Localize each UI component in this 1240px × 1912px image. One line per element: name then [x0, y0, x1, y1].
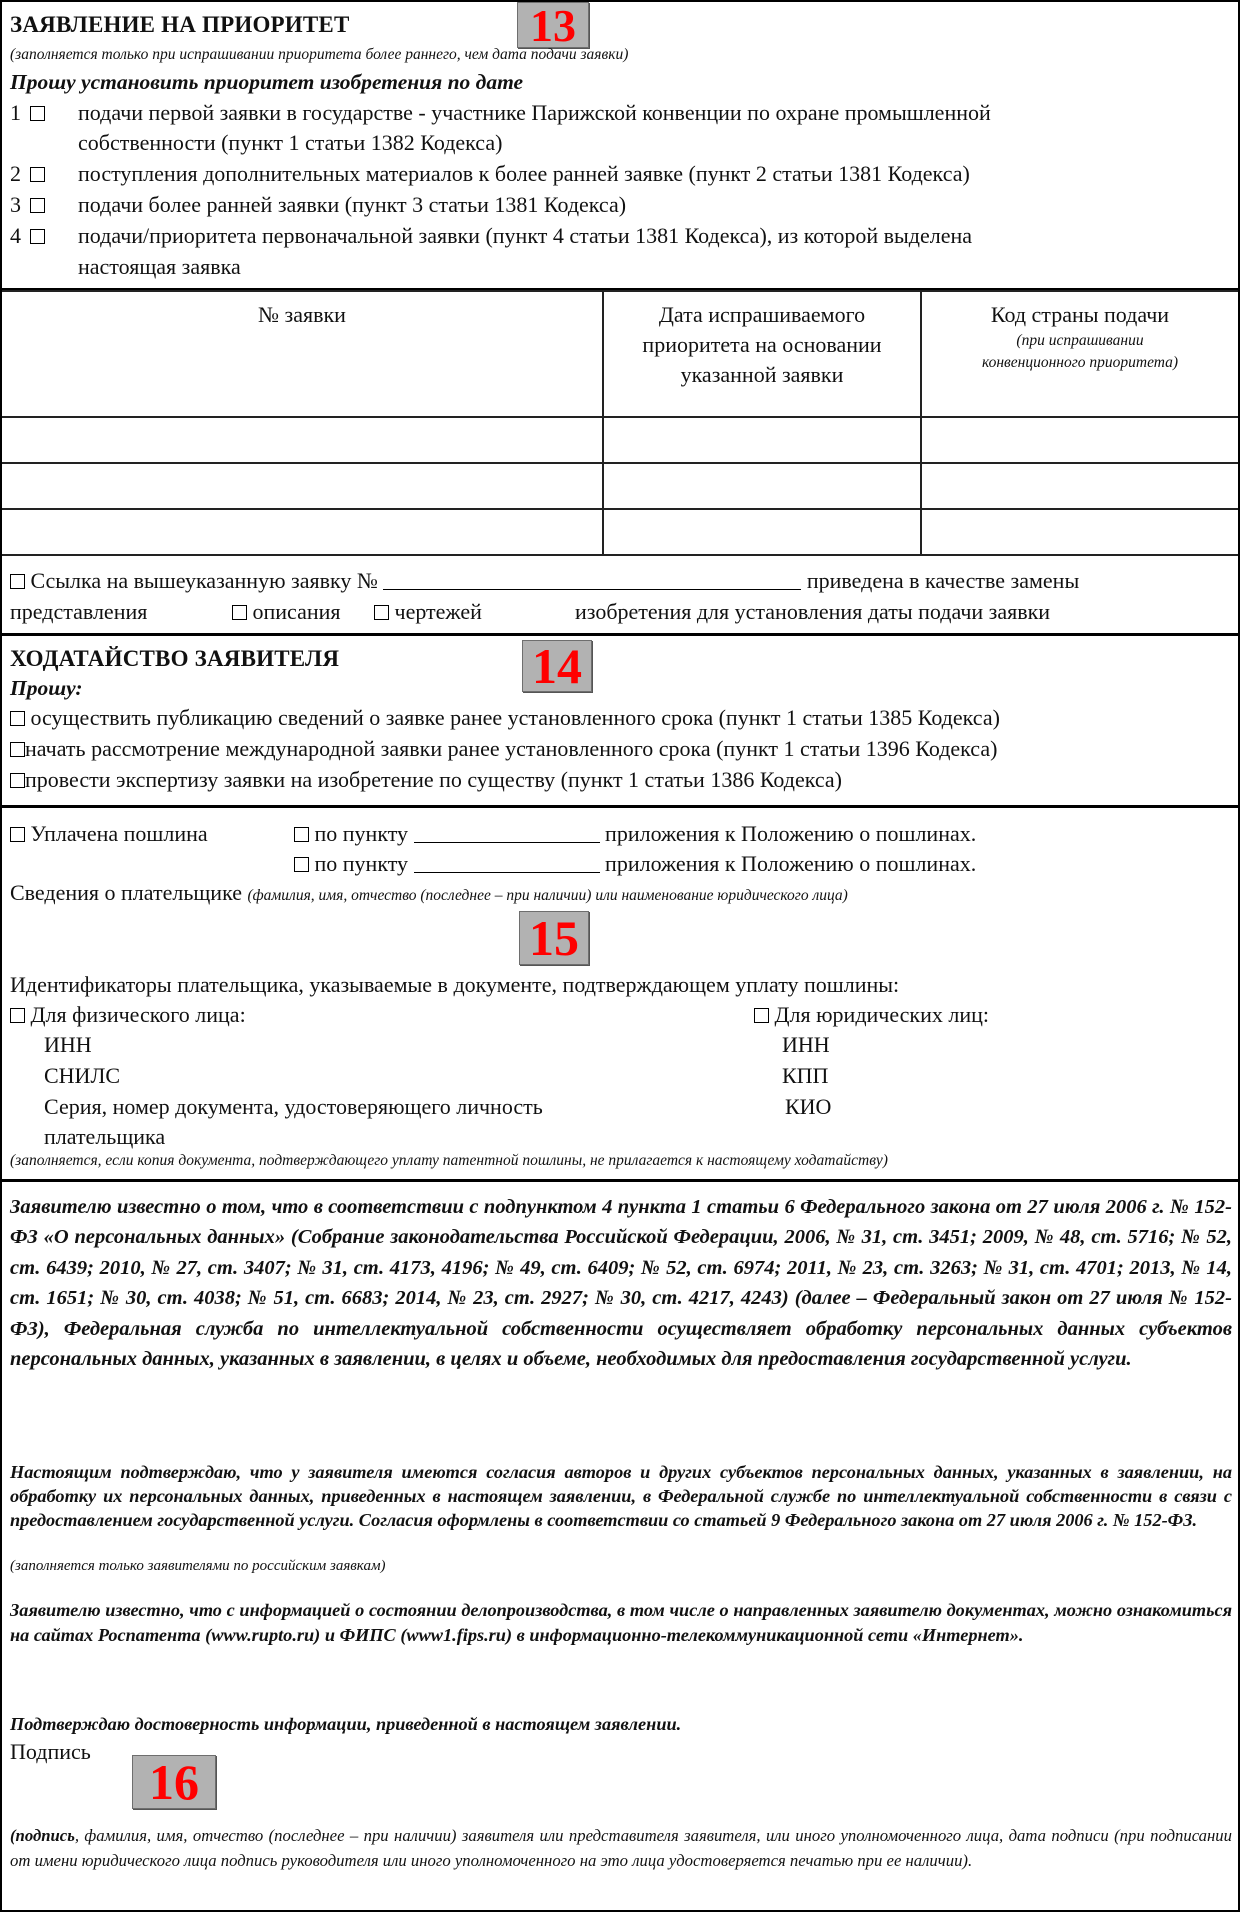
- section-13-request-label: Прошу установить приоритет изобретения по дате: [10, 70, 524, 94]
- individual-option[interactable]: Для физического лица:: [10, 1000, 246, 1030]
- fee-item-2: по пункту приложения к Положению о пошлинах.: [294, 849, 976, 879]
- reference-line-1: Ссылка на вышеуказанную заявку № приведена в качестве замены: [10, 566, 1079, 596]
- drawings-checkbox[interactable]: [374, 605, 389, 620]
- option-number: 1: [10, 100, 21, 125]
- signature-label: Подпись: [10, 1739, 91, 1764]
- legal-option[interactable]: Для юридических лиц:: [754, 1000, 989, 1030]
- section-14-badge: 14: [522, 640, 592, 692]
- cell-priority-date[interactable]: [603, 509, 921, 555]
- section-13-badge: 13: [517, 2, 589, 48]
- priority-option-3-text: подачи более ранней заявки (пункт 3 статьи 1381 Кодекса): [78, 192, 627, 217]
- priority-option-4[interactable]: [10, 221, 45, 251]
- cell-country-code[interactable]: [921, 509, 1238, 555]
- fee-paid-checkbox[interactable]: [10, 827, 25, 842]
- priority-table-wrap: [2, 290, 1238, 558]
- section-priority-statement: [2, 2, 1238, 290]
- checkbox[interactable]: [30, 167, 45, 182]
- priority-table: [2, 290, 1238, 556]
- legal-field-kio: КИО: [785, 1094, 832, 1119]
- fee-item-1: по пункту приложения к Положению о пошлинах.: [294, 819, 976, 849]
- petition-option-2[interactable]: начать рассмотрение международной заявки ранее установленного срока (пункт 1 статьи 1396 Кодекса): [10, 734, 997, 764]
- legal-field-kpp: КПП: [782, 1063, 829, 1088]
- section-13-note: (заполняется только при испрашивании приоритета более раннего, чем дата подачи заявки): [10, 46, 629, 63]
- cell-application-number[interactable]: [2, 417, 603, 463]
- priority-option-4-text-cont: настоящая заявка: [78, 254, 241, 279]
- cell-country-code[interactable]: [921, 463, 1238, 509]
- fee-paid-option[interactable]: Уплачена пошлина: [10, 819, 208, 849]
- signature-area[interactable]: [232, 1738, 1222, 1808]
- reference-line-2-end: изобретения для установления даты подачи заявки: [575, 599, 1051, 624]
- legal-field-inn: ИНН: [782, 1032, 830, 1057]
- cell-priority-date[interactable]: [603, 417, 921, 463]
- payer-info: Сведения о плательщике (фамилия, имя, отчество (последнее – при наличии) или наименование юридического лица): [10, 880, 848, 905]
- petition-option-1[interactable]: осуществить публикацию сведений о заявке ранее установленного срока (пункт 1 статьи 1385 Кодекса): [10, 703, 1000, 733]
- checkbox[interactable]: [10, 742, 25, 757]
- option-number: 3: [10, 192, 21, 217]
- reference-checkbox[interactable]: [10, 574, 25, 589]
- table-row: [2, 463, 1238, 509]
- cell-application-number[interactable]: [2, 509, 603, 555]
- priority-option-1[interactable]: [10, 98, 45, 128]
- individual-field-snils: СНИЛС: [44, 1063, 121, 1088]
- section-fee-payment: [2, 808, 1238, 1182]
- personal-data-paragraph: Заявителю известно о том, что в соответствии с подпунктом 4 пункта 1 статьи 6 Федерального закона от 27 июля 2006 г. № 152-ФЗ «О персональных данных» (Собрание законодательства Российской Федерации, 2006, № 31, ст. 3451; 2009, № 48, ст. 5716; № 52, ст. 6439; 2010, № 27, ст. 3407; № 31, ст. 4173, 4196; № 49, ст. 6409; № 52, ст. 6974; 2011, № 23, ст. 3263; № 31, ст. 4701; 2013, № 14, ст. 1651; № 30, ст. 4038; № 51, ст. 6683; 2014, № 23, ст. 2927; № 30, ст. 4217, 4243) (далее – Федеральный закон от 27 июля № 152-ФЗ), Федеральная служба по интеллектуальной собственности осуществляет обработку персональных данных субъектов персональных данных, указанных в заявлении, в целях и объеме, необходимых для предоставления государственной услуги.: [10, 1196, 1232, 1371]
- individual-field-inn: ИНН: [44, 1032, 92, 1057]
- description-checkbox[interactable]: [232, 605, 247, 620]
- consent-note: (заполняется только заявителями по российским заявкам): [10, 1558, 386, 1574]
- option-description[interactable]: описания: [232, 597, 341, 627]
- section-16-badge: 16: [132, 1755, 216, 1809]
- section-applicant-petition: [2, 636, 1238, 808]
- reference-line-2: представления: [10, 599, 148, 624]
- confirmation-statement: Подтверждаю достоверность информации, приведенной в настоящем заявлении.: [10, 1714, 682, 1734]
- individual-field-id-doc: Серия, номер документа, удостоверяющего личность: [44, 1094, 543, 1119]
- fee-item-1-checkbox[interactable]: [294, 827, 309, 842]
- cell-application-number[interactable]: [2, 463, 603, 509]
- section-14-request-label: Прошу:: [10, 676, 83, 700]
- table-row: [2, 417, 1238, 463]
- individual-checkbox[interactable]: [10, 1008, 25, 1023]
- header-priority-date: Дата испрашиваемого приоритета на основании указанной заявки: [603, 291, 921, 417]
- section-13-title: ЗАЯВЛЕНИЕ НА ПРИОРИТЕТ: [10, 12, 350, 37]
- reference-number-field[interactable]: [383, 569, 801, 590]
- section-personal-data-and-signature: [2, 1182, 1238, 1910]
- signature-footnote: (подпись, фамилия, имя, отчество (последнее – при наличии) заявителя или представителя заявителя, или иного уполномоченного лица, дата подписи (при подписании от имени юридического лица подпись руководителя или иного уполномоченного на это лица удостоверяется печатью при ее наличии).: [10, 1826, 1232, 1870]
- individual-field-id-doc-cont: плательщика: [44, 1124, 166, 1149]
- identifiers-label: Идентификаторы плательщика, указываемые в документе, подтверждающем уплату пошлины:: [10, 972, 900, 997]
- cell-country-code[interactable]: [921, 417, 1238, 463]
- priority-option-2-text: поступления дополнительных материалов к более ранней заявке (пункт 2 статьи 1381 Кодекса): [78, 161, 970, 186]
- consent-paragraph: Настоящим подтверждаю, что у заявителя имеются согласия авторов и других субъектов персональных данных, указанных в заявлении, на обработку их персональных данных, приведенных в настоящем заявлении, в Федеральной службе по интеллектуальной собственности в связи с предоставлением государственной услуги. Согласия оформлены в соответствии со статьей 9 Федерального закона от 27 июля 2006 г. № 152-ФЗ.: [10, 1462, 1232, 1530]
- section-15-note: (заполняется, если копия документа, подтверждающего уплату патентной пошлины, не прилагается к настоящему ходатайству): [10, 1152, 888, 1169]
- section-15-badge: 15: [519, 911, 589, 965]
- section-14-title: ХОДАТАЙСТВО ЗАЯВИТЕЛЯ: [10, 646, 340, 671]
- petition-option-3[interactable]: провести экспертизу заявки на изобретение по существу (пункт 1 статьи 1386 Кодекса): [10, 765, 842, 795]
- checkbox[interactable]: [10, 711, 25, 726]
- checkbox[interactable]: [30, 229, 45, 244]
- fee-item-2-checkbox[interactable]: [294, 857, 309, 872]
- case-info-paragraph: Заявителю известно, что с информацией о состоянии делопроизводства, в том числе о направленных заявителю документах, можно ознакомиться на сайтах Роспатента (www.rupto.ru) и ФИПС (www1.fips.ru) в информационно-телекоммуникационной сети «Интернет».: [10, 1600, 1232, 1645]
- header-application-number: № заявки: [2, 291, 603, 417]
- table-row: [2, 509, 1238, 555]
- option-number: 2: [10, 161, 21, 186]
- priority-option-1-text-cont: собственности (пункт 1 статьи 1382 Кодекса): [78, 130, 503, 155]
- priority-option-4-text: подачи/приоритета первоначальной заявки (пункт 4 статьи 1381 Кодекса), из которой выделена: [78, 223, 973, 248]
- cell-priority-date[interactable]: [603, 463, 921, 509]
- checkbox[interactable]: [10, 773, 25, 788]
- option-drawings[interactable]: чертежей: [374, 597, 482, 627]
- priority-option-3[interactable]: [10, 190, 45, 220]
- legal-checkbox[interactable]: [754, 1008, 769, 1023]
- fee-item-2-field[interactable]: [414, 852, 600, 873]
- reference-block: [2, 558, 1238, 636]
- priority-option-2[interactable]: [10, 159, 45, 189]
- priority-option-1-text: подачи первой заявки в государстве - участнике Парижской конвенции по охране промышленной: [78, 100, 991, 125]
- header-country-code: Код страны подачи (при испрашивании конвенционного приоритета): [921, 291, 1238, 417]
- option-number: 4: [10, 223, 21, 248]
- fee-item-1-field[interactable]: [414, 822, 600, 843]
- checkbox[interactable]: [30, 106, 45, 121]
- checkbox[interactable]: [30, 198, 45, 213]
